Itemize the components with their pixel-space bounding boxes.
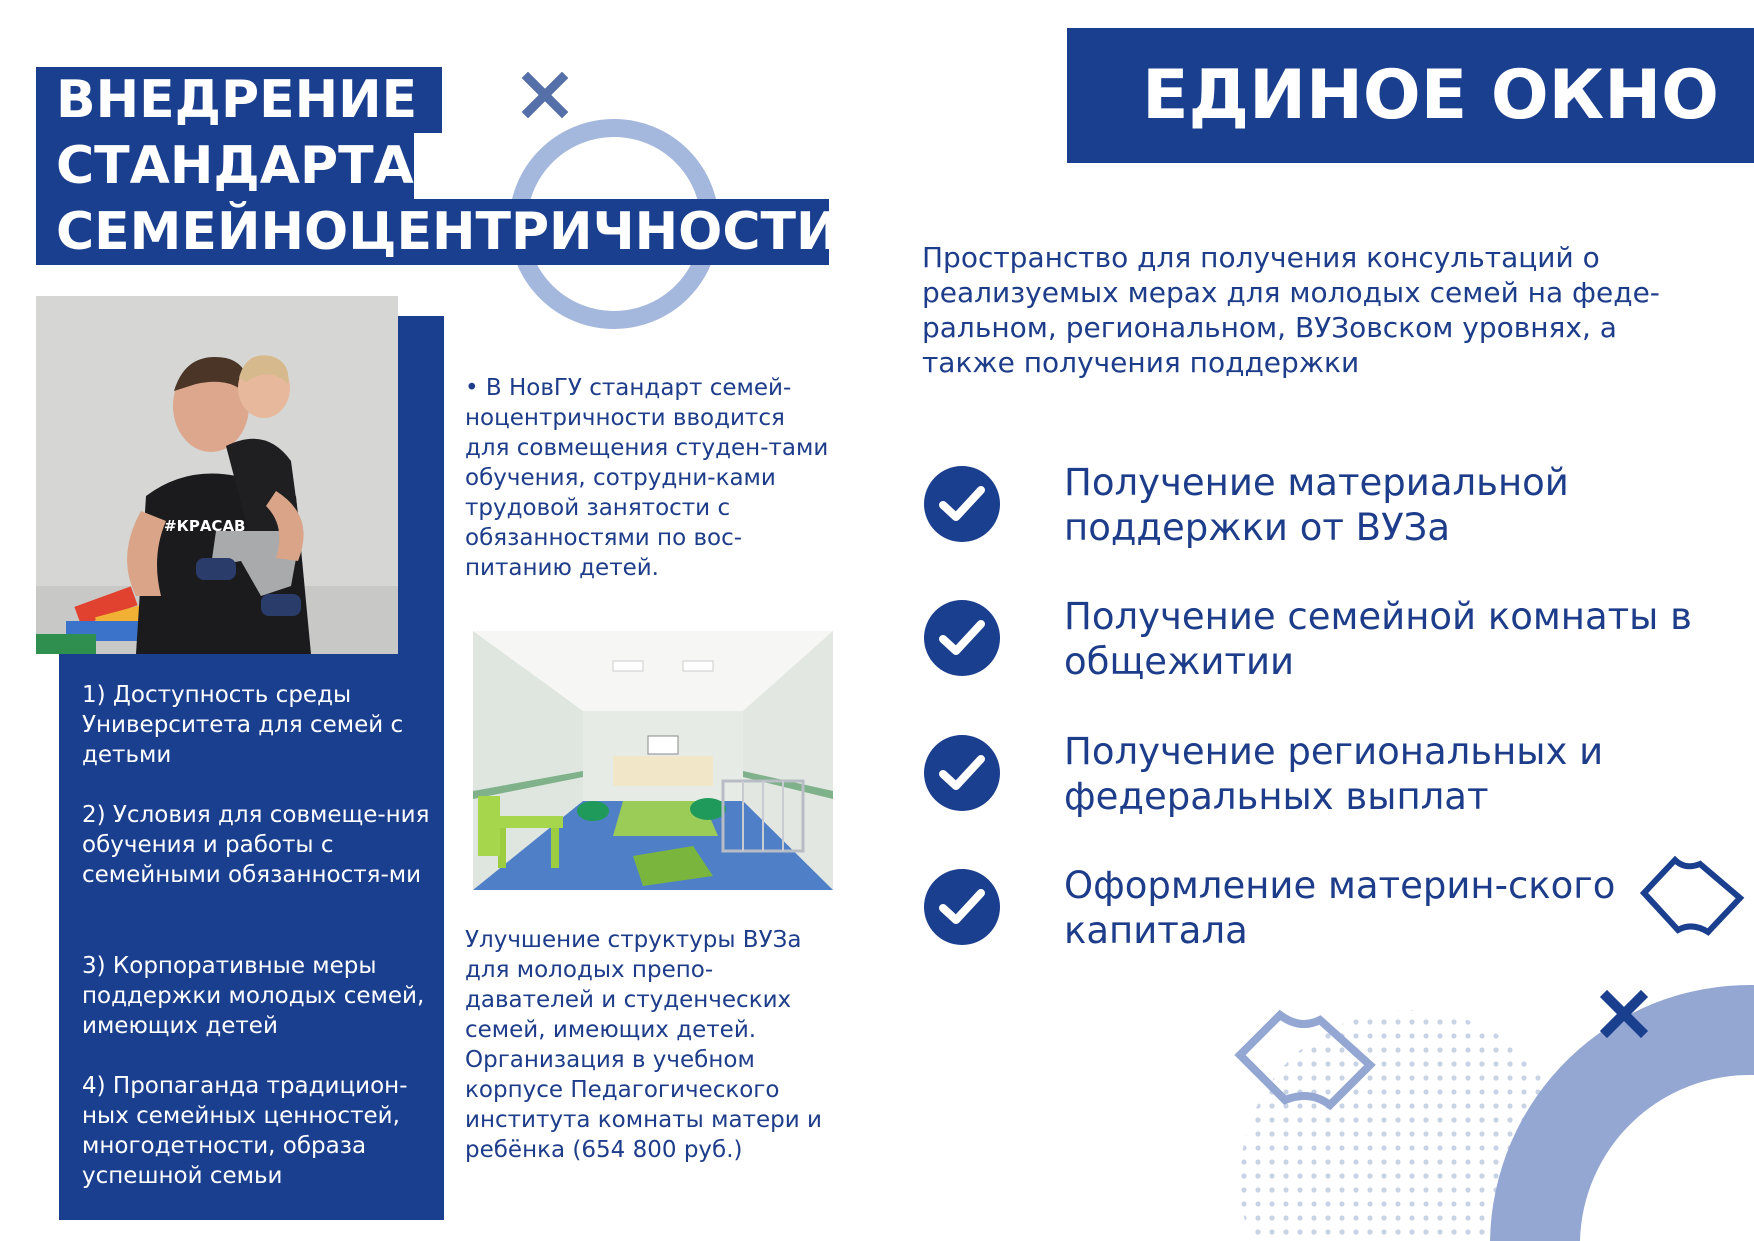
father-child-illustration — [36, 296, 398, 654]
decorative-shapes — [1170, 850, 1754, 1241]
photo-mother-child-room — [473, 631, 833, 890]
principle-4: 4) Пропаганда традицион-ных семейных ценностей, многодетности, образа успешной семьи — [82, 1073, 408, 1189]
right-header: ЕДИНОЕ ОКНО — [1067, 28, 1754, 163]
improvement-text: Улучшение структуры ВУЗа для молодых препо-давателей и студенческих семей, имеющих детей. Организация в учебном корпусе Педагогического института комнаты матери и ребёнка (654 800 руб.) — [465, 927, 822, 1163]
room-illustration — [473, 631, 833, 890]
intro-text: Пространство для получения консультаций о реализуемых мерах для молодых семей на феде-ральном, региональном, ВУЗовском уровнях, а также получения поддержки — [922, 241, 1660, 379]
bullet-text: • В НовГУ стандарт семей-ноцентричности вводится для совмещения студен-тами обучения, сотрудни-ками трудовой занятости с обязанностями по вос-питанию детей. — [465, 375, 829, 581]
check-item-2 — [924, 594, 1724, 694]
check-item-label: Оформление материн-ского капитала — [1064, 864, 1616, 952]
checkmark-icon — [924, 735, 1000, 811]
shirt-text: #КРАСАВ — [164, 517, 246, 535]
title-line-3: СЕМЕЙНОЦЕНТРИЧНОСТИ — [36, 199, 829, 265]
check-item-label: Получение материальной поддержки от ВУЗа — [1064, 461, 1569, 549]
title-line-2: СТАНДАРТА — [36, 133, 414, 199]
check-item-1 — [924, 460, 1724, 560]
check-item-label: Получение региональных и федеральных выплат — [1064, 730, 1604, 818]
cross-icon — [522, 72, 568, 118]
principle-1: 1) Доступность среды Университета для семей с детьми — [82, 682, 404, 768]
title-line-1: ВНЕДРЕНИЕ — [36, 67, 442, 133]
checkmark-icon — [924, 600, 1000, 676]
principle-3: 3) Корпоративные меры поддержки молодых семей, имеющих детей — [82, 953, 425, 1039]
checkmark-icon — [924, 466, 1000, 542]
principle-2: 2) Условия для совмеще-ния обучения и работы с семейными обязанностя-ми — [82, 802, 430, 888]
check-item-label: Получение семейной комнаты в общежитии — [1064, 595, 1692, 683]
photo-father-child — [36, 296, 398, 654]
checkmark-icon — [924, 869, 1000, 945]
check-item-3 — [924, 729, 1724, 829]
